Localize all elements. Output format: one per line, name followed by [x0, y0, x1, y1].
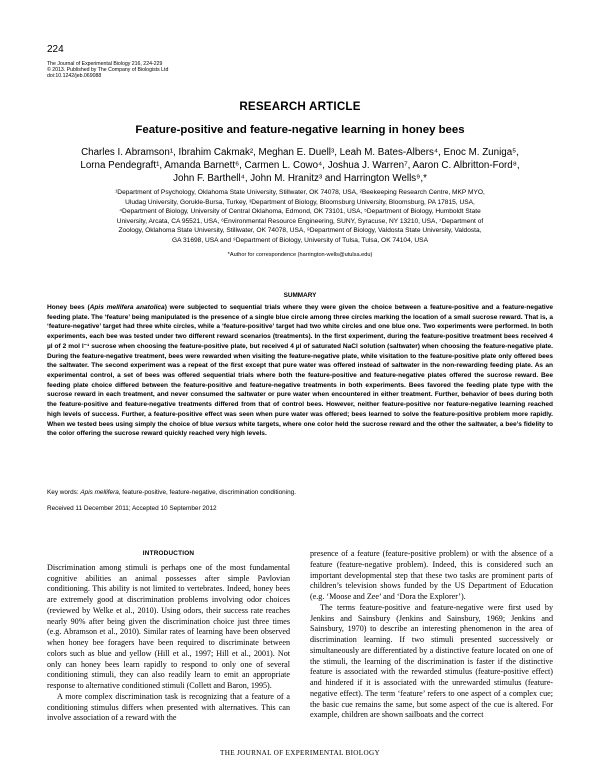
affiliation-line: ⁴Department of Biology, University of Central Oklahoma, Edmond, OK 73101, USA, ⁵Department of Biology, Humboldt State — [119, 208, 481, 216]
affiliations — [52, 188, 548, 246]
page-number: 224 — [47, 44, 64, 55]
body-paragraph: presence of a feature (feature-positive problem) or with the absence of a feature (feature-negative problem). Indeed, this is considered such an important developmental step that these two tasks are prominent parts of children’s television shows funded by the US Department of Education (e.g. ‘Moose and Zee’ and ‘Dora the Explorer’). — [310, 549, 553, 601]
affiliation-line: University, Arcata, CA 95521, USA, ⁶Environmental Resource Engineering, SUNY, Syracuse, NY 13210, USA, ⁷Department of — [116, 217, 484, 225]
summary-heading: SUMMARY — [283, 292, 317, 299]
article-title: Feature-positive and feature-negative learning in honey bees — [135, 124, 465, 136]
body-paragraph: A more complex discrimination task is recognizing that a feature of a conditioning stimulus differs when presented with alternatives. This can involve association of a reward with the — [47, 691, 290, 723]
affiliation-line: Zoology, Oklahoma State University, Stillwater, OK 74078, USA, ⁸Department of Biology, Valdosta State University, Valdosta, — [118, 227, 482, 235]
correspondence-note: *Author for correspondence (harrington-wells@utulsa.edu) — [227, 252, 373, 258]
affiliation-line: Uludag University, Gorukle-Bursa, Turkey, ³Department of Biology, Bloomsburg University, Bloomsburg, PA 17815, USA, — [125, 198, 475, 206]
keywords: Key words: Apis mellifera, feature-positive, feature-negative, discrimination conditioning. — [47, 489, 297, 496]
author-line: Lorna Pendegraft¹, Amanda Barnett⁶, Carmen L. Cowo⁴, Joshua J. Warren⁷, Aaron C. Albritton-Ford⁸, — [80, 160, 520, 172]
journal-footer: THE JOURNAL OF EXPERIMENTAL BIOLOGY — [220, 749, 380, 757]
body-paragraph: The terms feature-positive and feature-negative were first used by Jenkins and Sainsbury (Jenkins and Sainsbury, 1969; Jenkins and Sainsbury, 1970) to describe an interesting phenomenon in the area of discrimination learning. If two stimuli presented successively or simultaneously are differentiated by a distinctive feature located on one of the stimuli, the learning of the discrimination is faster if the distinctive feature is associated with the rewarded stimulus (feature-positive effect) and hindered if it is associated with the unrewarded stimulus (feature-negative effect). The term ‘feature’ refers to one aspect of a complex cue; the basic cue remains the same, but some aspect of the cue is altered. For example, children are shown sailboats and the correct — [310, 602, 553, 720]
journal-citation: The Journal of Experimental Biology 216, 224-229 — [47, 61, 163, 67]
summary-text — [47, 303, 553, 439]
affiliation-line: ¹Department of Psychology, Oklahoma State University, Stillwater, OK 74078, USA, ²Beekeeping Research Centre, MKP MYO, — [115, 189, 485, 196]
column-right — [310, 549, 553, 721]
journal-copyright: © 2013. Published by The Company of Biologists Ltd — [47, 67, 169, 74]
journal-doi: doi:10.1242/jeb.069088 — [47, 73, 102, 80]
journal-info — [47, 61, 168, 80]
received-dates: Received 11 December 2011; Accepted 10 September 2012 — [47, 505, 217, 512]
column-left — [47, 549, 290, 724]
introduction-heading: INTRODUCTION — [142, 550, 195, 557]
summary-paragraph: Honey bees (Apis mellifera anatolica) were subjected to sequential trials where they were given the choice between a feature-positive and a feature-negative feeding plate. The ‘feature’ being manipulated is the presence of a single blue circle among three circles marking the location of a small sucrose reward. That is, a ‘feature-negative’ target had three white circles, while a ‘feature-positive’ target had two white circles and one blue one. Two experiments were performed. In both experiments, each bee was tested under two different reward scenarios (treatments). In the first experiment, during the feature-positive treatment bees received 4 µl of 2 mol l⁻¹ sucrose when choosing the feature-positive plate, but received 4 µl of saturated NaCl solution (saltwater) when choosing the feature-negative plate. During the feature-negative treatment, bees were rewarded when visiting the feature-negative plate, while visitation to the feature-positive plate only offered bees the saltwater. The second experiment was a repeat of the first except that pure water was offered instead of saltwater in the non-rewarding feeding plate. As an experimental control, a set of bees was offered sequential trials where both the feature-positive and feature-negative plates offered the sucrose reward. Bee feeding plate choice differed between the feature-positive and feature-negative treatments in both experiments. Bees favored the feeding plate type with the sucrose reward in each treatment, and never consumed the saltwater or pure water when encountered in either treatment. Further, behavior of bees during both the feature-positive and feature-negative treatments differed from that of control bees. However, neither feature-positive nor feature-negative learning reached high levels of success. Further, a feature-positive effect was seen when pure water was offered; bees learned to solve the feature-positive problem more rapidly. When we tested bees using simply the choice of blue versus white targets, where one color held the sucrose reward and the other the saltwater, a bee’s fidelity to the color offering the sucrose reward quickly reached very high levels. — [47, 304, 554, 438]
body-paragraph: Discrimination among stimuli is perhaps one of the most fundamental cognitive abilities an animal possesses after simple Pavlovian conditioning. This ability is not limited to vertebrates. Indeed, honey bees are extremely good at discrimination problems involving odor choices (reviewed by Welke et al., 2010). Using odors, their success rate reaches nearly 90% after being given the discrimination choice just three times (e.g. Abramson et al., 2010). Similar rates of learning have been observed when honey bee foragers have been required to discriminate between colors such as blue and yellow (Hill et al., 1997; Hill et al., 2001). Not only can honey bees learn rapidly to respond to only one of several conditioning stimuli, they can also readily learn to emit an appropriate response to alternative conditioned stimuli (Collett and Baron, 1995). — [47, 562, 290, 690]
author-list — [46, 146, 554, 186]
article-type: RESEARCH ARTICLE — [239, 100, 361, 113]
author-line: Charles I. Abramson¹, Ibrahim Cakmak², Meghan E. Duell³, Leah M. Bates-Albers⁴, Enoc M. Zuniga⁵, — [81, 147, 519, 158]
author-line: John F. Barthell⁴, John M. Hranitz³ and Harrington Wells⁹,* — [173, 173, 427, 185]
affiliation-line: GA 31698, USA and ⁹Department of Biology, University of Tulsa, Tulsa, OK 74104, USA — [172, 236, 428, 244]
